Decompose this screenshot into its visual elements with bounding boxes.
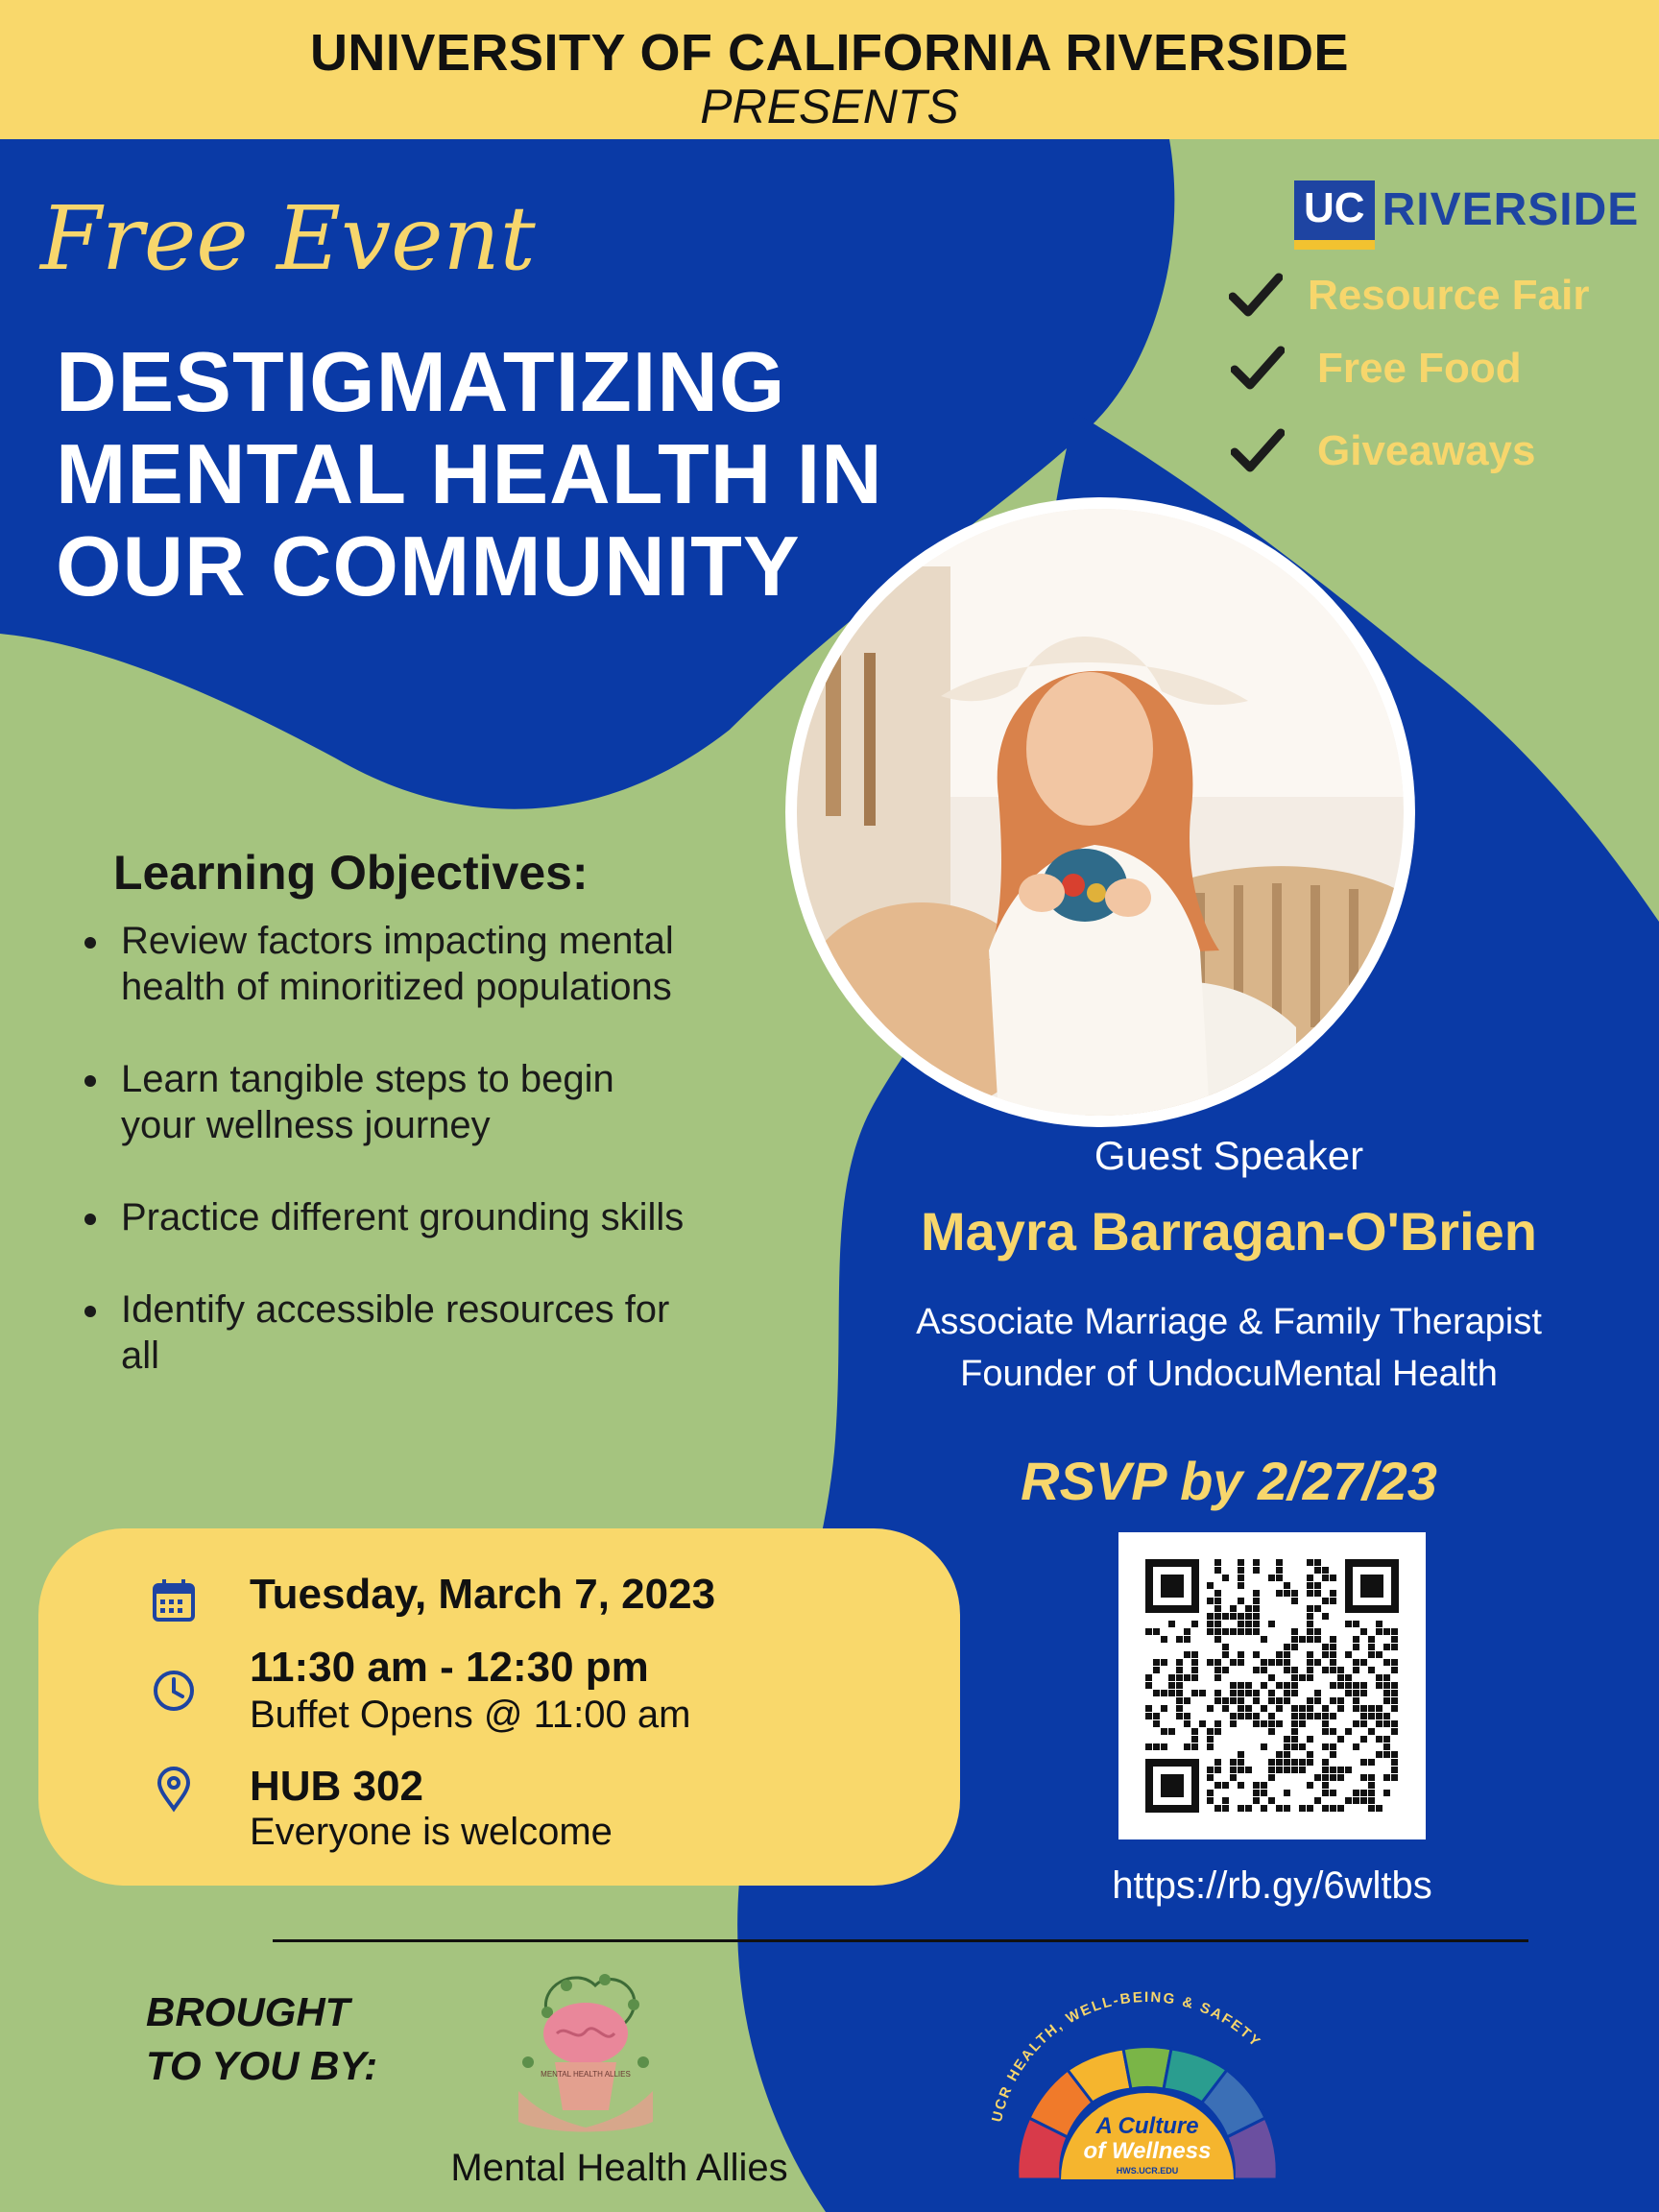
calendar-icon [150, 1576, 198, 1624]
speaker-role-line: Founder of UndocuMental Health [960, 1354, 1498, 1394]
brought-to-you-by [146, 1985, 377, 2093]
footer-divider [273, 1939, 1528, 1942]
presenter-name: UNIVERSITY OF CALIFORNIA RIVERSIDE [309, 24, 1350, 82]
perk-item [1229, 267, 1589, 325]
objective-item: Identify accessible resources for all [83, 1286, 697, 1379]
checkmark-icon [1231, 345, 1285, 393]
hws-arc-text: UCR HEALTH, WELL-BEING & SAFETY [988, 1988, 1264, 2124]
event-title-line: MENTAL HEALTH IN [56, 426, 883, 521]
guest-speaker-label: Guest Speaker [1094, 1133, 1364, 1178]
speaker-portrait-image [797, 509, 1404, 1116]
perk-item [1231, 422, 1536, 480]
welcome-note: Everyone is welcome [250, 1811, 613, 1853]
free-event-tag: Free Event [40, 187, 536, 290]
culture-line2: of Wellness [1083, 2138, 1212, 2164]
event-date: Tuesday, March 7, 2023 [250, 1571, 716, 1618]
perk-label: Resource Fair [1308, 272, 1590, 319]
speaker-photo [797, 509, 1404, 1116]
speaker-role [845, 1296, 1613, 1400]
qr-code-image [1118, 1532, 1426, 1839]
event-details-card [38, 1528, 960, 1886]
event-title [56, 336, 977, 613]
mental-health-allies-caption: Mental Health Allies [450, 2147, 788, 2189]
perk-label: Giveaways [1317, 427, 1536, 474]
ucr-logo-mark: UC [1294, 180, 1375, 240]
rsvp-qr-code[interactable] [1118, 1532, 1426, 1839]
objectives-list [83, 918, 697, 1425]
event-title-line: OUR COMMUNITY [56, 518, 801, 613]
objective-item: Practice different grounding skills [83, 1194, 697, 1240]
event-time: 11:30 am - 12:30 pm [250, 1644, 649, 1691]
perk-label: Free Food [1317, 345, 1522, 392]
culture-line1: A Culture [1095, 2113, 1199, 2139]
presents-label: PRESENTS [700, 80, 959, 133]
event-title-line: DESTIGMATIZING [56, 334, 786, 429]
objective-item: Learn tangible steps to begin your wellness journey [83, 1056, 697, 1148]
clock-icon [150, 1667, 198, 1715]
speaker-name: Mayra Barragan-O'Brien [921, 1201, 1537, 1262]
buffet-note: Buffet Opens @ 11:00 am [250, 1694, 691, 1736]
rsvp-link[interactable]: https://rb.gy/6wltbs [1112, 1864, 1432, 1907]
objectives-title: Learning Objectives: [113, 846, 589, 900]
speaker-role-line: Associate Marriage & Family Therapist [916, 1302, 1542, 1342]
rsvp-deadline: RSVP by 2/27/23 [1021, 1451, 1437, 1511]
brought-line: TO YOU BY: [146, 2043, 378, 2088]
checkmark-icon [1231, 427, 1285, 475]
location-pin-icon [150, 1765, 198, 1813]
ucr-logo [1294, 180, 1639, 240]
perk-item [1231, 340, 1522, 397]
checkmark-icon [1229, 272, 1283, 320]
culture-of-wellness-logo [970, 1949, 1325, 2199]
hws-url: HWS.UCR.EDU [1116, 2166, 1179, 2176]
brought-line: BROUGHT [146, 1989, 350, 2034]
ucr-logo-word: RIVERSIDE [1382, 184, 1640, 235]
mental-health-allies-logo [509, 1957, 662, 2139]
top-banner [0, 0, 1659, 139]
objective-item: Review factors impacting mental health of minoritized populations [83, 918, 697, 1010]
mha-logo-text: MENTAL HEALTH ALLIES [541, 2070, 631, 2079]
event-location: HUB 302 [250, 1763, 423, 1810]
